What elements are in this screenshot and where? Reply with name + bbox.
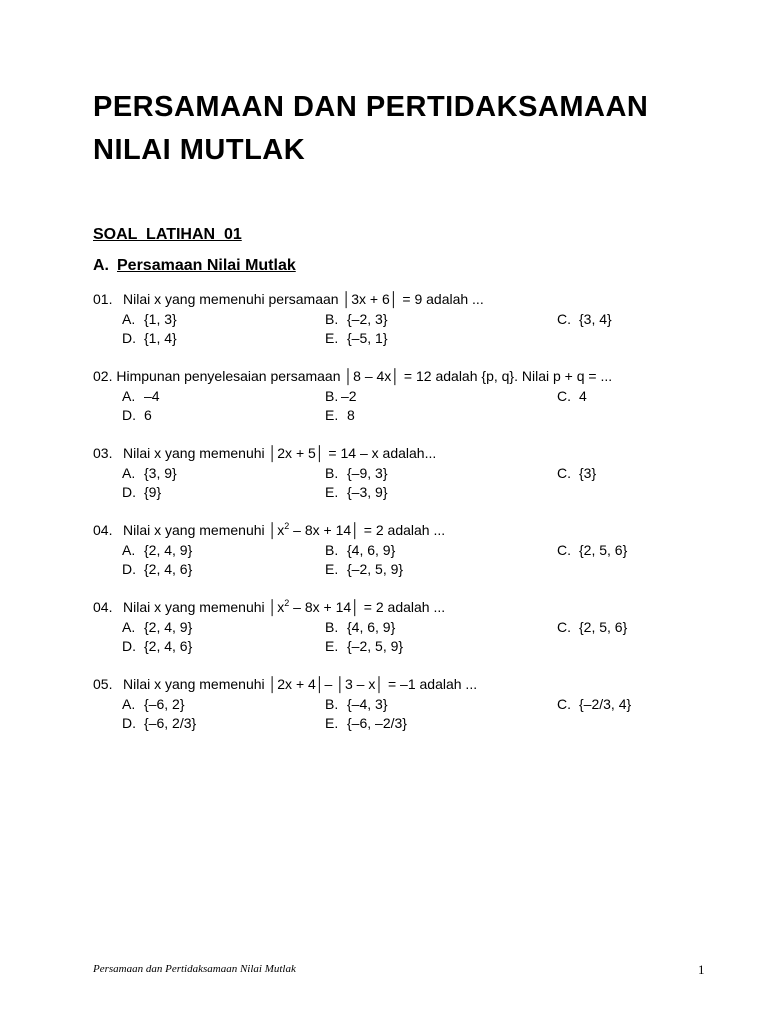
option-c: C. 4 [557,387,587,404]
absolute-value-expression: │2x + 4│– │3 – x│ [268,676,385,692]
option-e: E. {–6, –2/3} [325,715,407,731]
absolute-value-expression: $│x^2 - 8x$ + 14│ [268,521,360,538]
question-1 [93,290,713,349]
option-c: C. {3} [557,464,597,481]
option-e: E. {–2, 5, 9} [325,561,404,577]
option-e: E. 8 [325,407,355,423]
question-text: 02. Himpunan penyelesaian persamaan │8 – 4x│ = 12 adalah {p, q}. Nilai p + q = ... [93,368,613,384]
option-b: B. –2 [325,387,357,404]
option-c: C. {–2/3, 4} [557,695,632,712]
question-4-repeat [93,598,713,657]
absolute-value-expression: │8 – 4x│ [344,368,401,384]
option-a: A. –4 [122,387,160,404]
question-text: 04. Nilai x yang memenuhi $│x^2 - 8x$ + 14│ = 2 adalah ... [93,598,713,618]
option-e: E. {–5, 1} [325,330,388,346]
footer-title: Persamaan dan Pertidaksamaan Nilai Mutlak [93,963,296,975]
option-b: B. {4, 6, 9} [325,618,396,635]
section-heading [93,257,296,275]
option-b: B. {–2, 3} [325,310,388,327]
question-number: 01. [93,291,113,307]
option-d: D. 6 [122,407,152,423]
option-a: A. {3, 9} [122,464,177,481]
option-e: E. {–2, 5, 9} [325,638,404,654]
option-b: B. {–4, 3} [325,695,388,712]
exercise-subtitle: SOAL LATIHAN 01 [93,226,242,243]
page-title-line-1: PERSAMAAN DAN PERTIDAKSAMAAN [93,91,649,123]
page-title-line-2: NILAI MUTLAK [93,134,306,166]
option-c: C. {2, 5, 6} [557,618,628,635]
page-number: 1 [698,962,705,977]
question-number: 03. [93,445,113,461]
section-title: Persamaan Nilai Mutlak [117,257,296,274]
question-text: 05. Nilai x yang memenuhi │2x + 4│– │3 – x│ = –1 adalah ... [93,675,713,695]
question-4 [93,521,713,580]
page-title [93,86,733,172]
question-text: 03. Nilai x yang memenuhi │2x + 5│ = 14 – x adalah... [93,444,713,464]
question-2 [93,367,713,426]
option-b: B. {–9, 3} [325,464,388,481]
question-number: 02. [93,368,113,384]
question-3 [93,444,713,503]
absolute-value-expression: │2x + 5│ [268,445,325,461]
option-c: C. {3, 4} [557,310,612,327]
question-text: 04. Nilai x yang memenuhi $│x^2 - 8x$ + 14│ = 2 adalah ... [93,521,713,541]
question-number: 04. [93,599,113,615]
option-a: A. {1, 3} [122,310,177,327]
section-letter: A. [93,257,109,274]
absolute-value-expression: $│x^2 - 8x$ + 14│ [268,598,360,615]
option-d: D. {2, 4, 6} [122,638,193,654]
question-number: 04. [93,522,113,538]
question-5 [93,675,713,734]
option-e: E. {–3, 9} [325,484,388,500]
option-a: A. {–6, 2} [122,695,185,712]
question-number: 05. [93,676,113,692]
option-d: D. {9} [122,484,162,500]
option-d: D. {1, 4} [122,330,177,346]
option-c: C. {2, 5, 6} [557,541,628,558]
absolute-value-expression: │3x + 6│ [342,291,399,307]
option-b: B. {4, 6, 9} [325,541,396,558]
option-a: A. {2, 4, 9} [122,541,193,558]
question-text: 01. Nilai x yang memenuhi persamaan │3x + 6│ = 9 adalah ... [93,290,713,310]
option-d: D. {–6, 2/3} [122,715,197,731]
option-a: A. {2, 4, 9} [122,618,193,635]
option-d: D. {2, 4, 6} [122,561,193,577]
